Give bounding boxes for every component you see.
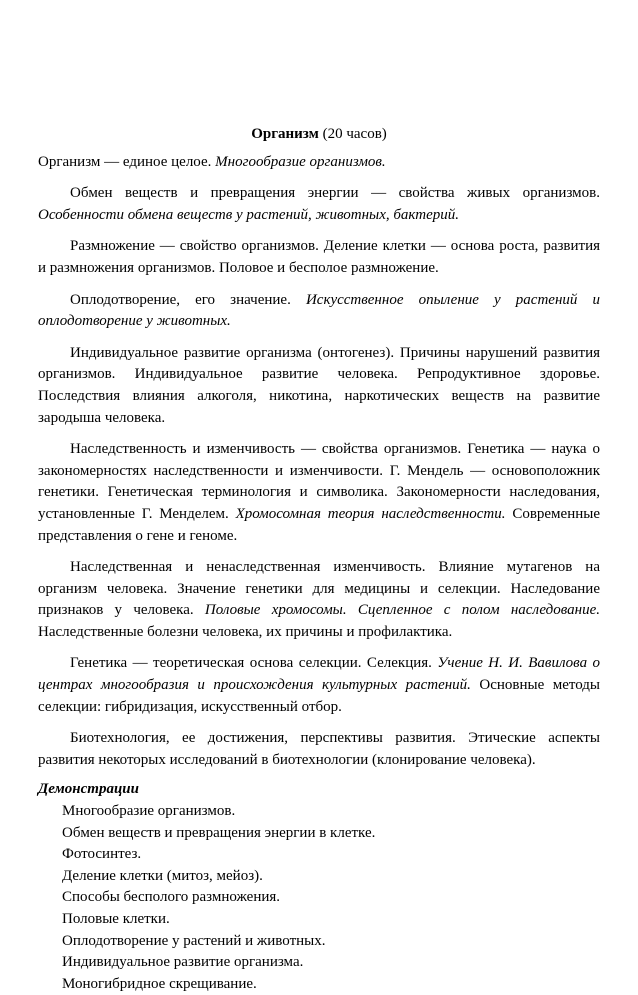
paragraph-italic: Особенности обмена веществ у растений, животных, бактерий. bbox=[38, 206, 459, 223]
demonstrations-list bbox=[38, 801, 600, 995]
paragraph-italic: Хромосомная теория наследственности. bbox=[235, 505, 506, 522]
paragraph-selection bbox=[38, 653, 600, 718]
paragraph-text-tail: Современные представления о гене и геноме. bbox=[38, 505, 600, 544]
list-item: Деление клетки (митоз, мейоз). bbox=[62, 867, 263, 884]
paragraph-variability bbox=[38, 557, 600, 643]
paragraph-reproduction bbox=[38, 236, 600, 279]
paragraph-italic: Учение Н. И. Вавилова о центрах многообразия и происхождения культурных растений. bbox=[38, 655, 600, 694]
demonstrations-heading: Демонстрации bbox=[38, 781, 139, 798]
paragraph-text-tail: Основные методы селекции: гибридизация, искусственный отбор. bbox=[38, 677, 600, 715]
paragraph-organism bbox=[38, 152, 600, 174]
list-item: Моногибридное скрещивание. bbox=[62, 975, 257, 992]
paragraph-metabolism bbox=[38, 183, 600, 226]
list-item: Многообразие организмов. bbox=[62, 803, 236, 820]
list-item: Индивидуальное развитие организма. bbox=[62, 954, 304, 971]
paragraph-text-tail: Наследственные болезни человека, их причины и профилактика. bbox=[38, 623, 453, 640]
paragraph-fertilization bbox=[38, 290, 600, 333]
paragraph-text: Генетика — теоретическая основа селекции. Селекция. bbox=[70, 655, 438, 672]
paragraph-text: Наследственная и ненаследственная изменчивость. Влияние мутагенов на организм человека. Значение генетики для медицины и селекции. Наследование признаков у человека. bbox=[38, 559, 600, 619]
paragraph-text: Размножение — свойство организмов. Деление клетки — основа роста, развития и размножения организмов. Половое и бесполое размножение. bbox=[38, 238, 600, 276]
list-item: Половые клетки. bbox=[62, 911, 170, 927]
paragraph-text: Организм — единое целое. bbox=[38, 153, 216, 170]
paragraph-heredity bbox=[38, 439, 600, 547]
paragraph-text: Обмен веществ и превращения энергии — свойства живых организмов. bbox=[70, 185, 600, 202]
paragraph-text: Оплодотворение, его значение. bbox=[70, 291, 306, 308]
list-item: Фотосинтез. bbox=[62, 846, 142, 863]
paragraph-italic: Искусственное опыление у растений и оплодотворение у животных. bbox=[38, 291, 600, 330]
paragraph-biotechnology bbox=[38, 728, 600, 771]
paragraph-text: Наследственность и изменчивость — свойства организмов. Генетика — наука о закономерностях наследственности и изменчивости. Г. Мендель — основоположник генетики. Генетическая терминология и символика. Закономерности наследования, установленные Г. Менделем. bbox=[38, 441, 600, 522]
document-page bbox=[38, 124, 600, 995]
list-item: Обмен веществ и превращения энергии в клетке. bbox=[62, 824, 376, 841]
paragraph-text: Индивидуальное развитие организма (онтогенез). Причины нарушений развития организмов. Индивидуальное развитие человека. Репродуктивное здоровье. Последствия влияния алкоголя, никотина, наркотических веществ на развитие зародыша человека. bbox=[38, 344, 600, 426]
list-item: Способы бесполого размножения. bbox=[62, 889, 281, 906]
section-title bbox=[38, 124, 600, 146]
paragraph-text: Биотехнология, ее достижения, перспективы развития. Этические аспекты развития некоторых исследований в биотехнологии (клонирование человека). bbox=[38, 730, 600, 768]
list-item: Оплодотворение у растений и животных. bbox=[62, 932, 326, 949]
paragraph-italic: Многообразие организмов. bbox=[215, 153, 386, 170]
paragraph-italic: Половые хромосомы. Сцепленное с полом наследование. bbox=[204, 602, 600, 619]
section-title-hours: (20 часов) bbox=[318, 126, 387, 142]
section-title-bold: Организм bbox=[251, 126, 319, 142]
paragraph-ontogenesis bbox=[38, 343, 600, 429]
